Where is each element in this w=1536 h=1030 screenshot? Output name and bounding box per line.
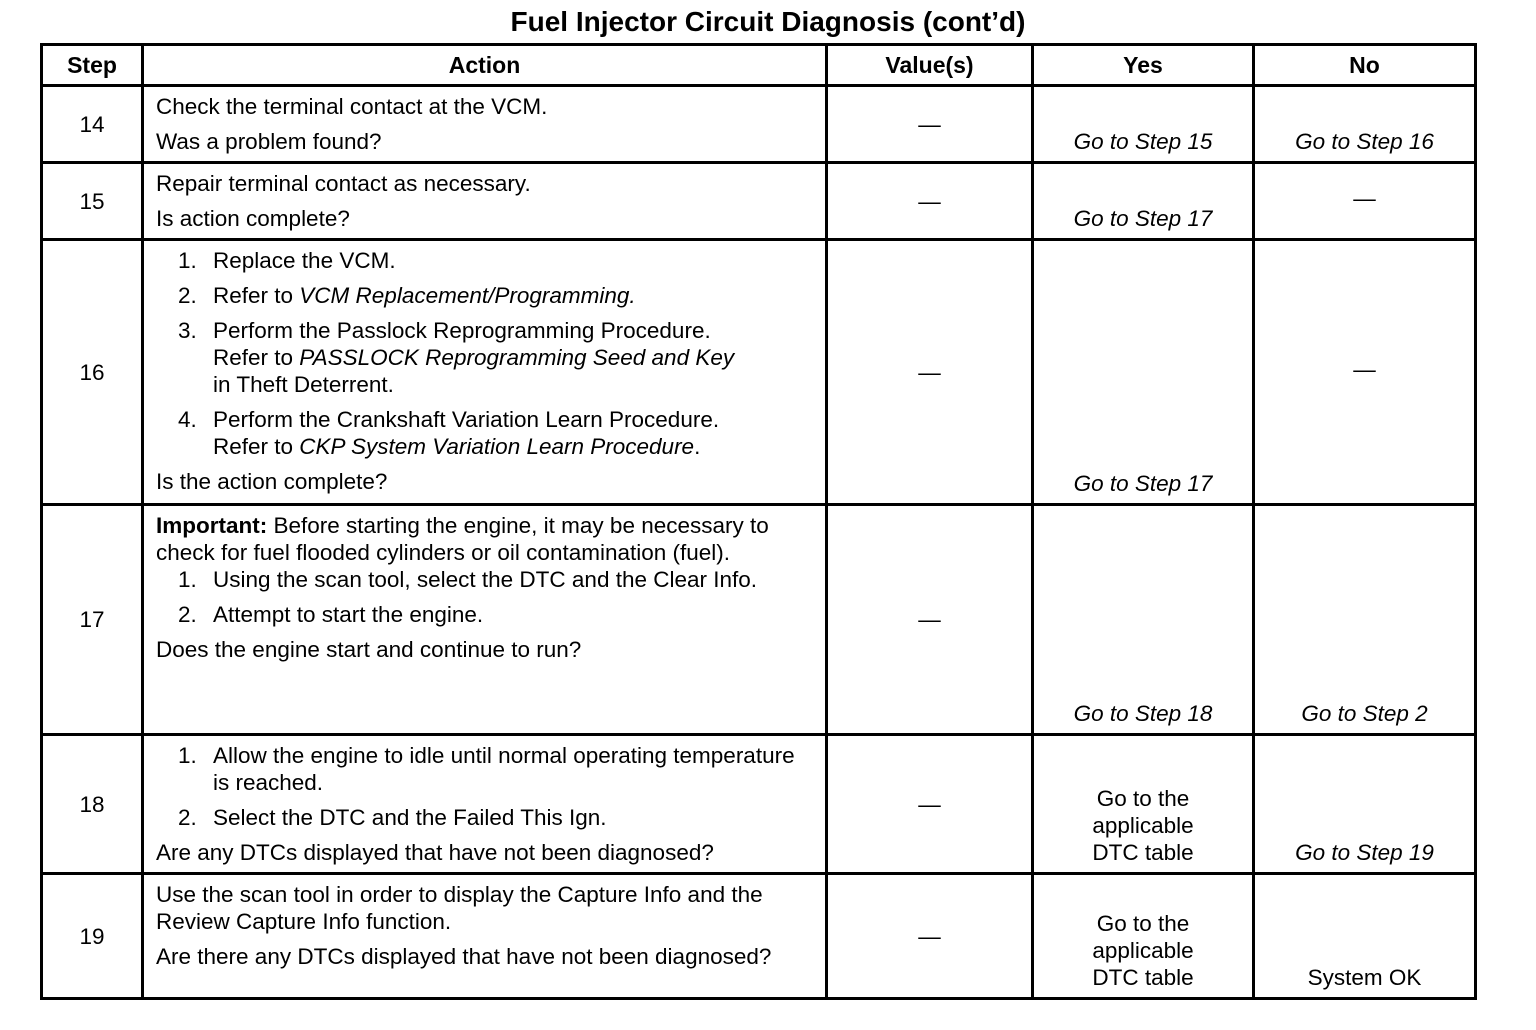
action-steps xyxy=(156,566,815,628)
header-no: No xyxy=(1254,45,1476,86)
table-row xyxy=(42,505,1476,735)
action-question: Is the action complete? xyxy=(156,469,388,494)
value-cell: — xyxy=(827,874,1033,999)
step-number: 18 xyxy=(42,735,143,874)
table-row xyxy=(42,86,1476,163)
step-number: 19 xyxy=(42,874,143,999)
header-row xyxy=(42,45,1476,86)
diagnosis-table xyxy=(40,43,1477,1000)
action-cell xyxy=(143,874,827,999)
yes-cell: Go to the applicable DTC table xyxy=(1033,874,1254,999)
yes-cell: Go to Step 15 xyxy=(1033,86,1254,163)
table-row xyxy=(42,874,1476,999)
action-step: 1. Replace the VCM. xyxy=(178,248,396,273)
yes-cell: Go to Step 17 xyxy=(1033,240,1254,505)
action-question: Does the engine start and continue to run? xyxy=(156,637,582,662)
action-text: Use the scan tool in order to display the Capture Info and the Review Capture Info function. xyxy=(156,882,763,934)
action-cell xyxy=(143,735,827,874)
action-step: 3. Perform the Passlock Reprogramming Procedure. Refer to PASSLOCK Reprogramming Seed and Key in Theft Deterrent. xyxy=(178,318,735,397)
action-text: Repair terminal contact as necessary. xyxy=(156,171,531,196)
value-cell: — xyxy=(827,163,1033,240)
value-cell: — xyxy=(827,86,1033,163)
action-step: 1. Using the scan tool, select the DTC and the Clear Info. xyxy=(178,567,758,592)
action-step: 2. Attempt to start the engine. xyxy=(178,602,484,627)
table-row xyxy=(42,163,1476,240)
action-step: 2. Refer to VCM Replacement/Programming. xyxy=(178,283,636,308)
step-number: 15 xyxy=(42,163,143,240)
page-title: Fuel Injector Circuit Diagnosis (cont’d) xyxy=(510,6,1026,37)
header-step: Step xyxy=(42,45,143,86)
action-cell xyxy=(143,505,827,735)
action-question: Are there any DTCs displayed that have not been diagnosed? xyxy=(156,944,772,969)
yes-cell: Go to Step 17 xyxy=(1033,163,1254,240)
reference-title: PASSLOCK Reprogramming Seed and Key xyxy=(299,345,735,370)
header-action: Action xyxy=(143,45,827,86)
action-question: Is action complete? xyxy=(156,206,350,231)
important-note: Important: Before starting the engine, it may be necessary to check for fuel flooded cylinders or oil contamination (fuel). xyxy=(156,513,769,565)
action-step: 4. Perform the Crankshaft Variation Learn Procedure. Refer to CKP System Variation Learn Procedure. xyxy=(178,407,720,459)
reference-title: VCM Replacement/Programming. xyxy=(299,283,636,308)
value-cell: — xyxy=(827,505,1033,735)
action-question: Was a problem found? xyxy=(156,129,382,154)
action-cell xyxy=(143,240,827,505)
no-cell: Go to Step 2 xyxy=(1254,505,1476,735)
table-row xyxy=(42,240,1476,505)
action-text: Check the terminal contact at the VCM. xyxy=(156,94,548,119)
action-cell xyxy=(143,163,827,240)
action-question: Are any DTCs displayed that have not been diagnosed? xyxy=(156,840,714,865)
important-label: Important: xyxy=(156,513,268,538)
table-row xyxy=(42,735,1476,874)
yes-cell: Go to the applicable DTC table xyxy=(1033,735,1254,874)
no-cell: — xyxy=(1254,163,1476,240)
value-cell: — xyxy=(827,240,1033,505)
no-cell: — xyxy=(1254,240,1476,505)
action-step: 1. Allow the engine to idle until normal operating temperature is reached. xyxy=(178,743,795,795)
step-number: 17 xyxy=(42,505,143,735)
action-steps xyxy=(156,247,815,460)
reference-title: CKP System Variation Learn Procedure xyxy=(299,434,695,459)
step-number: 16 xyxy=(42,240,143,505)
header-values: Value(s) xyxy=(827,45,1033,86)
yes-cell: Go to Step 18 xyxy=(1033,505,1254,735)
value-cell: — xyxy=(827,735,1033,874)
header-yes: Yes xyxy=(1033,45,1254,86)
action-cell xyxy=(143,86,827,163)
action-step: 2. Select the DTC and the Failed This Ign. xyxy=(178,805,607,830)
action-steps xyxy=(156,742,815,831)
no-cell: Go to Step 19 xyxy=(1254,735,1476,874)
no-cell: System OK xyxy=(1254,874,1476,999)
no-cell: Go to Step 16 xyxy=(1254,86,1476,163)
step-number: 14 xyxy=(42,86,143,163)
